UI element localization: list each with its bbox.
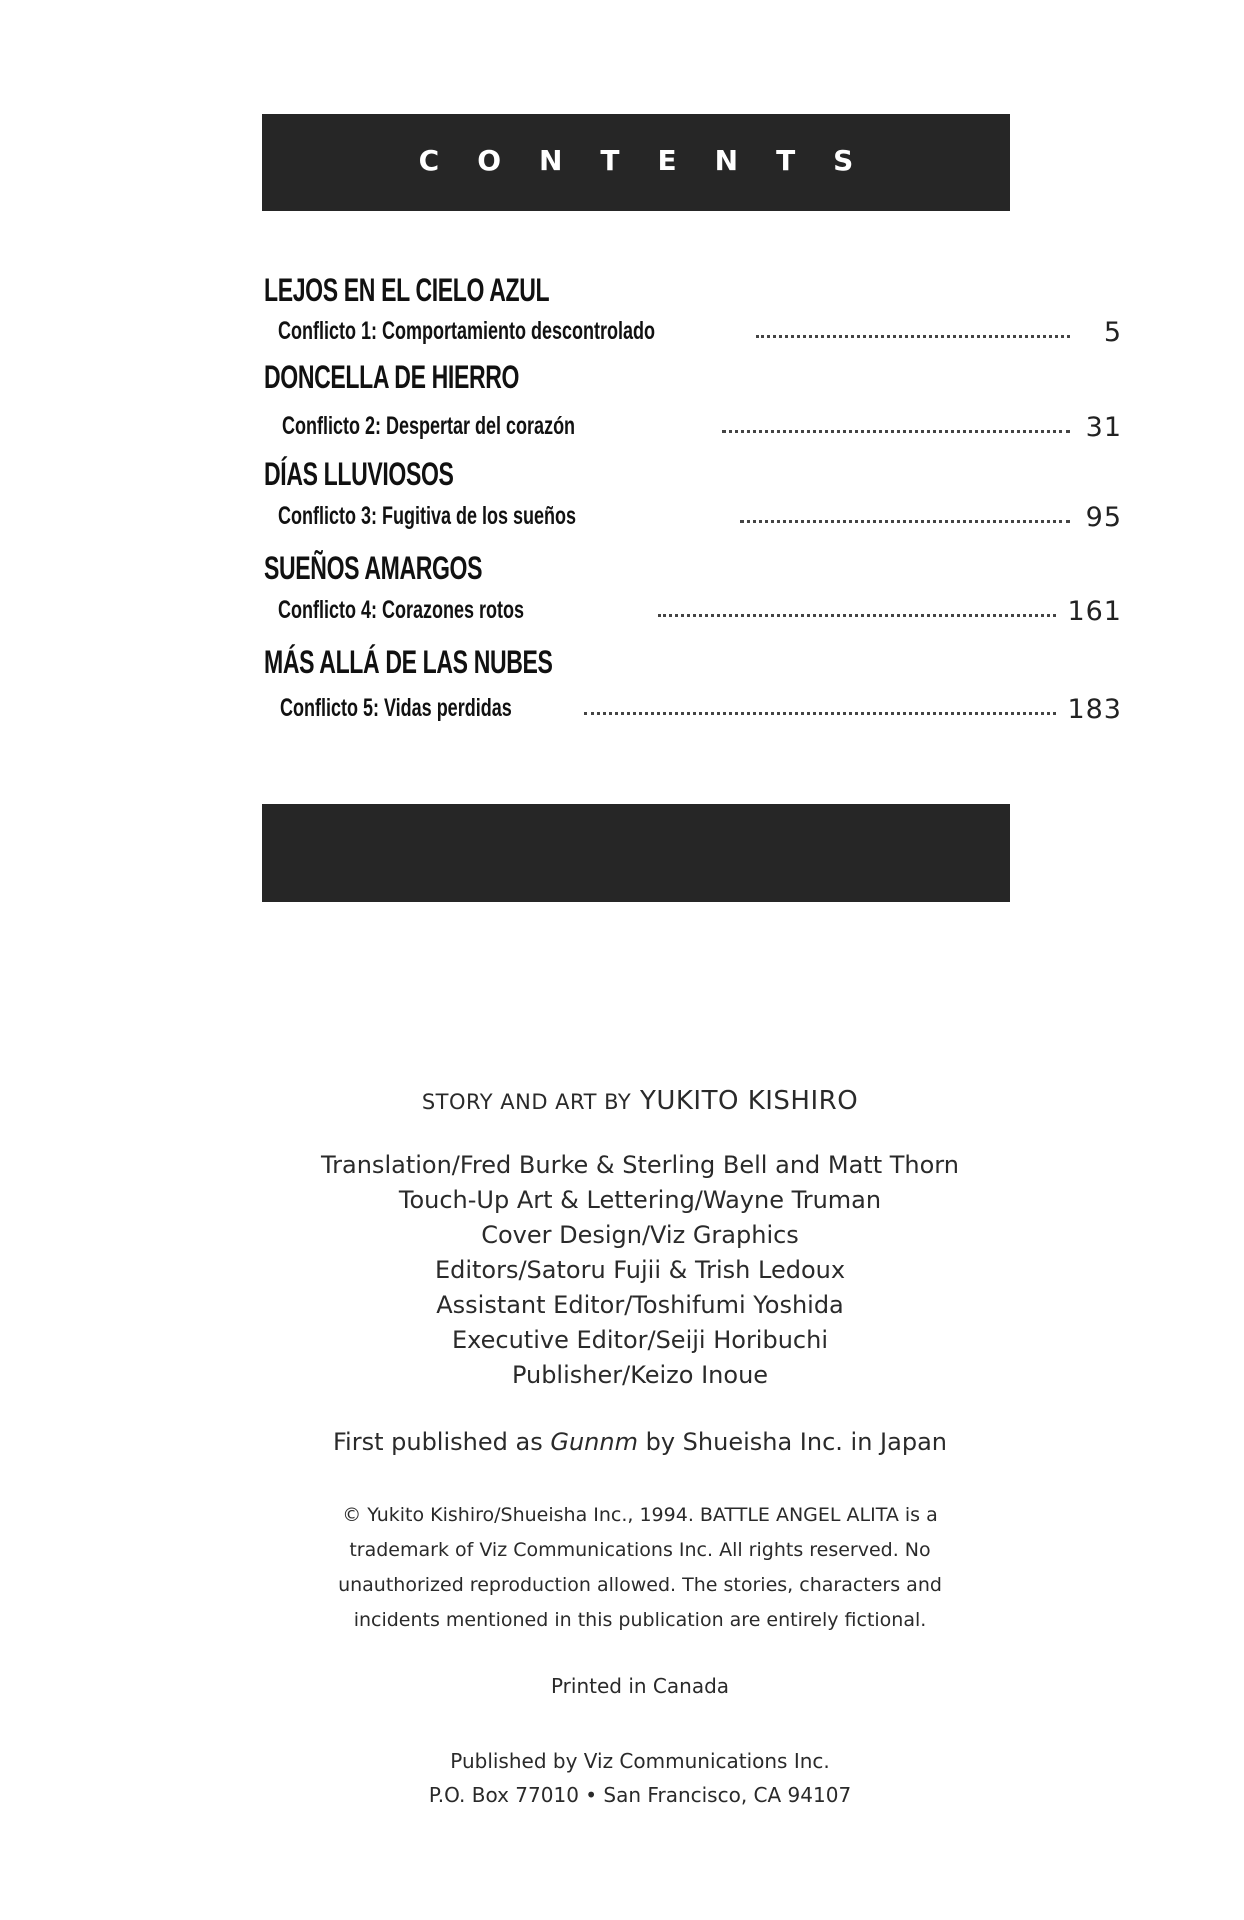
toc-page-number: 5	[1103, 317, 1122, 348]
toc-chapter-title: DÍAS LLUVIOSOS	[264, 456, 454, 492]
publisher-line: Published by Viz Communications Inc.	[450, 1749, 830, 1773]
toc-entry[interactable]	[262, 456, 1122, 558]
toc-dot-leader	[584, 712, 1056, 715]
toc-chapter-subtitle: Conflicto 2: Despertar del corazón	[282, 412, 576, 440]
staff-line: Editors/Satoru Fujii & Trish Ledoux	[434, 1256, 846, 1284]
contents-banner	[262, 114, 1010, 211]
toc-page-number: 161	[1067, 596, 1122, 627]
staff-line: Touch-Up Art & Lettering/Wayne Truman	[398, 1186, 882, 1214]
toc-chapter-title: DONCELLA DE HIERRO	[264, 359, 520, 395]
first-published-after: by Shueisha Inc. in Japan	[645, 1428, 947, 1456]
toc-page-number: 183	[1067, 694, 1122, 725]
author-name: YUKITO KISHIRO	[639, 1086, 859, 1116]
copyright-notice	[245, 1498, 1035, 1638]
toc-dot-leader	[740, 520, 1070, 523]
toc-page-number: 31	[1085, 412, 1122, 443]
staff-credits	[200, 1148, 1080, 1393]
toc-chapter-title: LEJOS EN EL CIELO AZUL	[264, 272, 550, 308]
copyright-line: unauthorized reproduction allowed. The stories, characters and	[338, 1574, 942, 1596]
toc-chapter-subtitle: Conflicto 5: Vidas perdidas	[280, 694, 512, 722]
toc-entry[interactable]	[262, 359, 1122, 464]
contents-title: CONTENTS	[418, 144, 892, 177]
first-published-note	[200, 1428, 1080, 1456]
printed-in: Printed in Canada	[550, 1674, 730, 1698]
table-of-contents	[262, 272, 1122, 747]
toc-chapter-subtitle: Conflicto 4: Corazones rotos	[278, 596, 525, 624]
toc-chapter-subtitle: Conflicto 3: Fugitiva de los sueños	[278, 502, 577, 530]
toc-dot-leader	[756, 335, 1070, 338]
toc-entry[interactable]	[262, 272, 1122, 367]
first-published-before: First published as	[332, 1428, 543, 1456]
staff-line: Publisher/Keizo Inoue	[511, 1361, 769, 1389]
staff-line: Executive Editor/Seiji Horibuchi	[451, 1326, 828, 1354]
staff-line: Cover Design/Viz Graphics	[481, 1221, 799, 1249]
toc-page-number: 95	[1085, 502, 1122, 533]
toc-entry[interactable]	[262, 644, 1122, 747]
toc-dot-leader	[722, 430, 1070, 433]
staff-line: Translation/Fred Burke & Sterling Bell and Matt Thorn	[321, 1151, 959, 1179]
publisher-address	[200, 1744, 1080, 1812]
copyright-line: trademark of Viz Communications Inc. All rights reserved. No	[349, 1539, 931, 1561]
toc-chapter-subtitle: Conflicto 1: Comportamiento descontrolado	[278, 317, 656, 345]
toc-chapter-title: SUEÑOS AMARGOS	[264, 550, 483, 586]
copyright-line: © Yukito Kishiro/Shueisha Inc., 1994. BATTLE ANGEL ALITA is a	[342, 1504, 938, 1526]
toc-dot-leader	[658, 614, 1056, 617]
publisher-line: P.O. Box 77010 • San Francisco, CA 94107	[428, 1783, 852, 1807]
staff-line: Assistant Editor/Toshifumi Yoshida	[436, 1291, 844, 1319]
story-prefix: STORY AND ART BY	[421, 1090, 632, 1114]
original-title: Gunnm	[550, 1428, 638, 1456]
toc-entry[interactable]	[262, 550, 1122, 652]
story-credit	[200, 1086, 1080, 1116]
toc-chapter-title: MÁS ALLÁ DE LAS NUBES	[264, 644, 553, 680]
copyright-line: incidents mentioned in this publication are entirely fictional.	[353, 1609, 927, 1631]
decorative-banner	[262, 804, 1010, 902]
